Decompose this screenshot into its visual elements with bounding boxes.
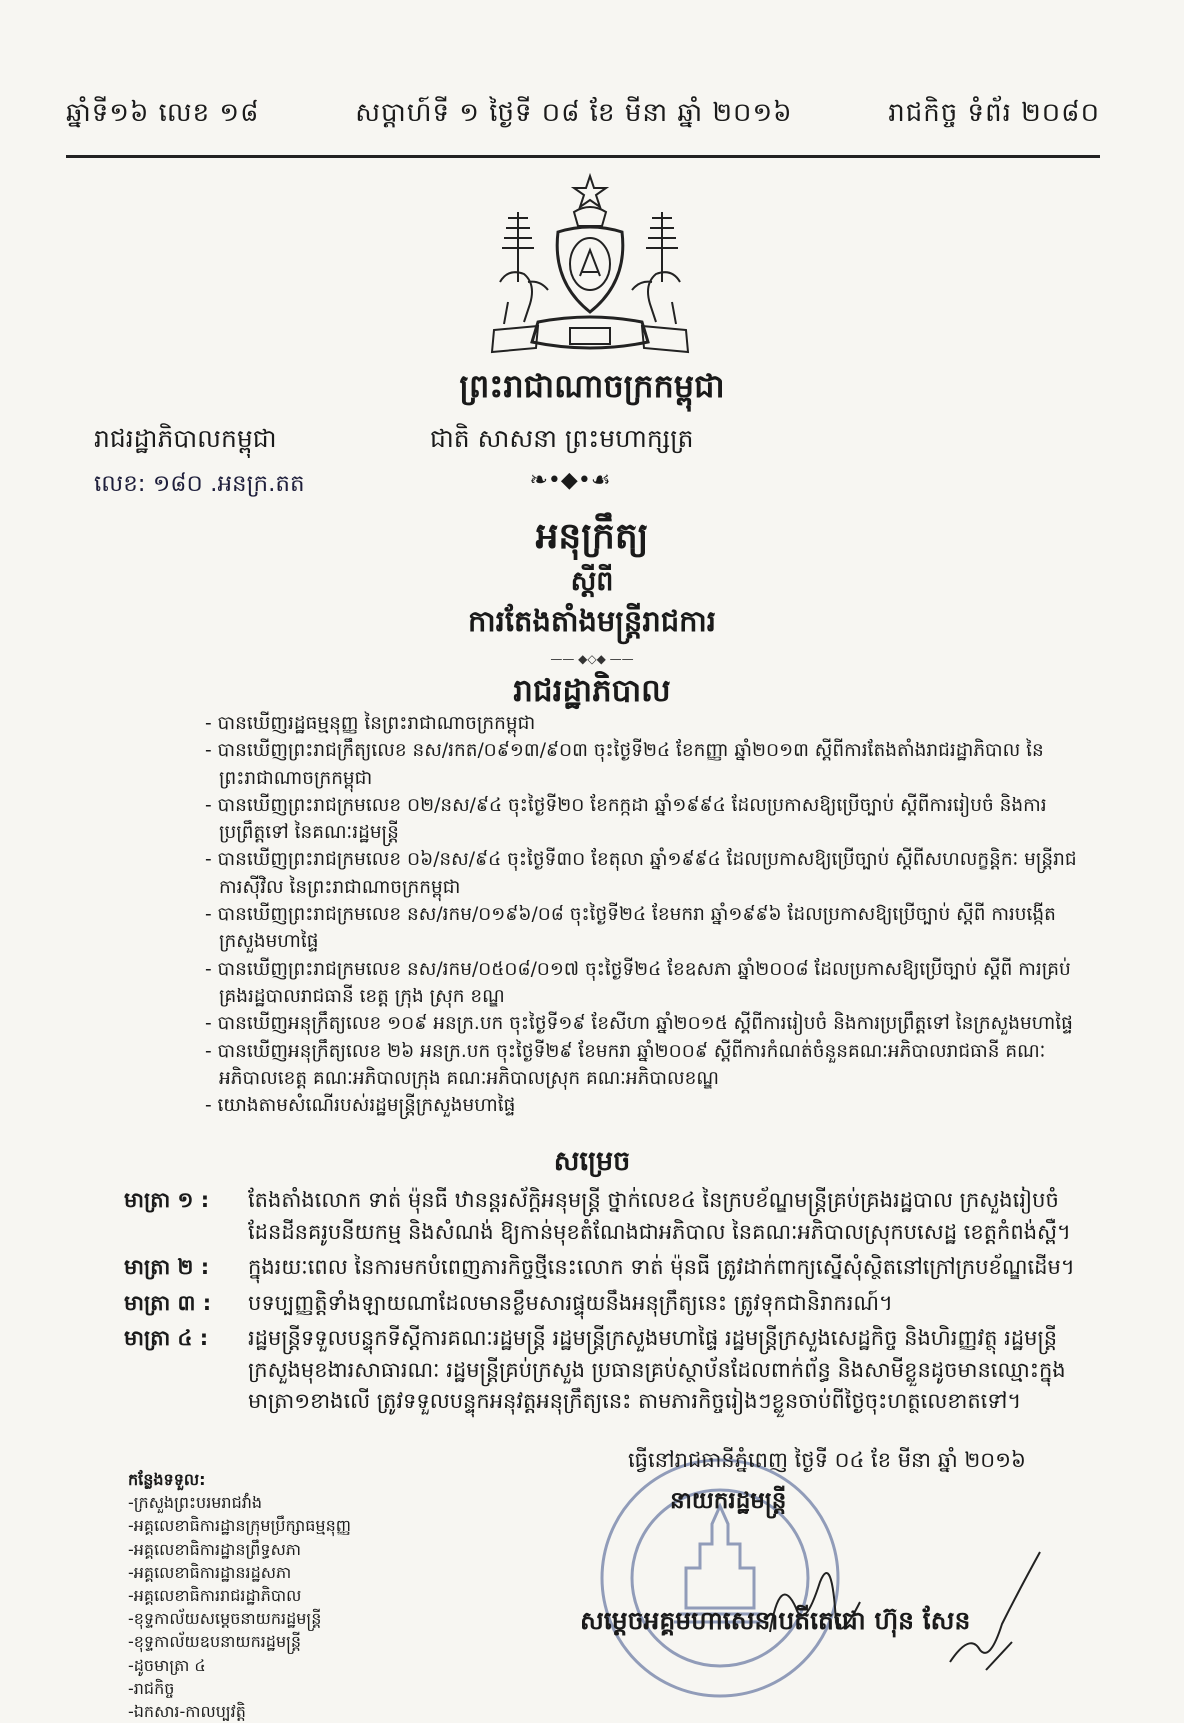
recipient-item: -អគ្គលេខាធិការដ្ឋានរដ្ឋសភា	[128, 1562, 292, 1582]
preamble-list	[205, 710, 1085, 1119]
preamble-item: - បានឃើញអនុក្រឹត្យលេខ ២៦ អនក្រ.បក ចុះថ្ងៃទី២៩ ខែមករា ឆ្នាំ២០០៩ ស្តីពីការកំណត់ចំនួនគណៈអភិបាលរាជធានី គណៈអភិបាលខេត្ត គណៈអភិបាលក្រុង គណៈអភិបាលស្រុក គណៈអភិបាលខណ្ឌ	[205, 1040, 1046, 1089]
handwritten-signature	[740, 1512, 1070, 1682]
recipient-item: -អគ្គលេខាធិការដ្ឋានព្រឹទ្ធសភា	[128, 1539, 302, 1559]
recipient-item: -រាជកិច្ច	[128, 1678, 175, 1698]
kingdom-title: ព្រះរាជាណាចក្រកម្ពុជា	[459, 367, 725, 405]
preamble-item: - បានឃើញព្រះរាជក្រមលេខ ០៦/នស/៩៤ ចុះថ្ងៃទី៣០ ខែតុលា ឆ្នាំ១៩៩៤ ដែលប្រកាសឱ្យប្រើច្បាប់ ស្តីពីសហលក្ខន្តិកៈ មន្ត្រីរាជការស៊ីវិល នៃព្រះរាជាណាចក្រកម្ពុជា	[205, 849, 1077, 898]
issuer-name: រាជរដ្ឋាភិបាលកម្ពុជា	[94, 424, 277, 453]
article-label: មាត្រា ៣ :	[124, 1290, 212, 1315]
signer-name: សម្តេចអគ្គមហាសេនាបតីតេជោ ហ៊ុន សែន	[580, 1606, 971, 1635]
preamble-item: - បានឃើញព្រះរាជក្រមលេខ នស/រកម/០៥០៨/០១៧ ចុះថ្ងៃទី២៤ ខែឧសភា ឆ្នាំ២០០៨ ដែលប្រកាសឱ្យប្រើច្បាប់ ស្តីពី ការគ្រប់គ្រងរដ្ឋបាលរាជធានី ខេត្ត ក្រុង ស្រុក ខណ្ឌ	[205, 958, 1071, 1007]
recipients-title: កន្លែងទទួល:	[128, 1470, 206, 1489]
issuing-authority: រាជរដ្ឋាភិបាល	[513, 673, 671, 709]
article-label: មាត្រា ២ :	[124, 1255, 210, 1279]
article-4	[124, 1323, 1089, 1418]
article-text: រដ្ឋមន្ត្រីទទួលបន្ទុកទីស្តីការគណៈរដ្ឋមន្ត្រី រដ្ឋមន្ត្រីក្រសួងមហាផ្ទៃ រដ្ឋមន្ត្រីក្រសួងសេដ្ឋកិច្ច និងហិរញ្ញវត្ថុ រដ្ឋមន្ត្រីក្រសួងមុខងារសាធារណៈ រដ្ឋមន្ត្រីគ្រប់ក្រសួង ប្រធានគ្រប់ស្ថាប័នដែលពាក់ព័ន្ធ និងសាមីខ្លួនដូចមានឈ្មោះក្នុងមាត្រា១ខាងលើ ត្រូវទទួលបន្ទុកអនុវត្តអនុក្រឹត្យនេះ តាមភារកិច្ចរៀងៗខ្លួនចាប់ពីថ្ងៃចុះហត្ថលេខាតទៅ។	[248, 1326, 1066, 1413]
preamble-item: - យោងតាមសំណើរបស់រដ្ឋមន្ត្រីក្រសួងមហាផ្ទៃ	[205, 1095, 516, 1117]
recipient-item: -ឯកសារ-កាលប្បវត្តិ	[128, 1702, 246, 1722]
decision-heading: សម្រេច	[553, 1146, 631, 1177]
article-3	[124, 1288, 1089, 1320]
recipients-list	[128, 1468, 351, 1723]
title-divider: —— ◆◇◆ ——	[550, 652, 634, 666]
article-label: មាត្រា ១ :	[124, 1188, 210, 1212]
preamble-item: - បានឃើញរដ្ឋធម្មនុញ្ញ នៃព្រះរាជាណាចក្រកម្ពុជា	[205, 713, 536, 734]
preamble-item: - បានឃើញព្រះរាជក្រមលេខ ០២/នស/៩៤ ចុះថ្ងៃទី២០ ខែកក្កដា ឆ្នាំ១៩៩៤ ដែលប្រកាសឱ្យប្រើច្បាប់ ស្តីពីការរៀបចំ និងការប្រព្រឹត្តទៅ នៃគណៈរដ្ឋមន្ត្រី	[205, 794, 1047, 844]
royal-coat-of-arms-emblem	[478, 172, 702, 360]
recipient-item: -ខុទ្ទកាល័យសម្តេចនាយករដ្ឋមន្ត្រី	[128, 1609, 322, 1629]
recipient-item: -អគ្គលេខាធិការរាជរដ្ឋាភិបាល	[128, 1586, 302, 1606]
article-text: បទប្បញ្ញត្តិទាំងឡាយណាដែលមានខ្លឹមសារផ្ទុយនឹងអនុក្រឹត្យនេះ ត្រូវទុកជានិរាករណ៍។	[248, 1290, 893, 1315]
document-type-title: អនុក្រឹត្យ	[535, 516, 649, 557]
document-number: លេខ: ១៨០ .អនក្រ.តត	[94, 471, 305, 497]
article-1	[124, 1185, 1089, 1248]
articles-list	[124, 1185, 1089, 1422]
recipient-item: -អគ្គលេខាធិការដ្ឋានក្រុមប្រឹក្សាធម្មនុញ្ញ	[128, 1516, 351, 1536]
gazette-page: រាជកិច្ច ទំព័រ ២០៨០	[888, 98, 1100, 128]
recipient-item: -ដូចមាត្រា ៤	[128, 1655, 206, 1675]
header-rule	[66, 155, 1100, 158]
article-2	[124, 1252, 1089, 1284]
article-label: មាត្រា ៤ :	[124, 1326, 209, 1350]
motto-ornament: ❧•◆•☙	[529, 468, 611, 493]
document-subject: ការតែងតាំងមន្ត្រីរាជការ	[468, 604, 716, 638]
recipient-item: -ក្រសួងព្រះបរមរាជវាំង	[128, 1493, 263, 1513]
preamble-item: - បានឃើញអនុក្រឹត្យលេខ ១០៩ អនក្រ.បក ចុះថ្ងៃទី១៩ ខែសីហា ឆ្នាំ២០១៥ ស្តីពីការរៀបចំ និងការប្រព្រឹត្តទៅ នៃក្រសួងមហាផ្ទៃ	[205, 1013, 1073, 1035]
recipient-item: -ខុទ្ទកាល័យឧបនាយករដ្ឋមន្ត្រី	[128, 1632, 302, 1652]
signer-role: នាយករដ្ឋមន្ត្រី	[670, 1488, 787, 1514]
gazette-year-issue: ឆ្នាំទី១៦ លេខ ១៨	[66, 98, 260, 128]
preamble-item: - បានឃើញព្រះរាជក្រឹត្យលេខ នស/រកត/០៩១៣/៩០៣ ចុះថ្ងៃទី២៤ ខែកញ្ញា ឆ្នាំ២០១៣ ស្តីពីការតែងតាំងរាជរដ្ឋាភិបាល នៃព្រះរាជាណាចក្រកម្ពុជា	[205, 740, 1044, 789]
article-text: ក្នុងរយៈពេល នៃការមកបំពេញភារកិច្ចថ្មីនេះលោក ទាត់ ម៉ុនធី ត្រូវដាក់ពាក្យស្នើសុំស្ថិតនៅក្រៅក្របខ័ណ្ឌដើម។	[248, 1255, 1075, 1279]
article-text: តែងតាំងលោក ទាត់ ម៉ុនធី ឋានន្តរស័ក្តិអនុមន្ត្រី ថ្នាក់លេខ៤ នៃក្របខ័ណ្ឌមន្ត្រីគ្រប់គ្រងរដ្ឋបាល ក្រសួងរៀបចំដែនដីនគរូបនីយកម្ម និងសំណង់ ឱ្យកាន់មុខតំណែងជាអភិបាល នៃគណៈអភិបាលស្រុកបសេដ្ឋ ខេត្តកំពង់ស្ពឺ។	[248, 1188, 1071, 1244]
preamble-item: - បានឃើញព្រះរាជក្រមលេខ នស/រកម/០១៩៦/០៨ ចុះថ្ងៃទី២៤ ខែមករា ឆ្នាំ១៩៩៦ ដែលប្រកាសឱ្យប្រើច្បាប់ ស្តីពី ការបង្កើតក្រសួងមហាផ្ទៃ	[205, 904, 1056, 953]
gazette-week-date: សប្តាហ៍ទី ១ ថ្ងៃទី ០៨ ខែ មីនា ឆ្នាំ ២០១៦	[355, 98, 793, 128]
place-and-date: ធ្វើនៅរាជធានីភ្នំពេញ ថ្ងៃទី ០៤ ខែ មីនា ឆ្នាំ ២០១៦	[628, 1448, 1026, 1472]
national-motto: ជាតិ សាសនា ព្រះមហាក្សត្រ	[430, 424, 694, 453]
subject-preposition: ស្តីពី	[570, 566, 614, 597]
gazette-header	[66, 96, 1100, 134]
